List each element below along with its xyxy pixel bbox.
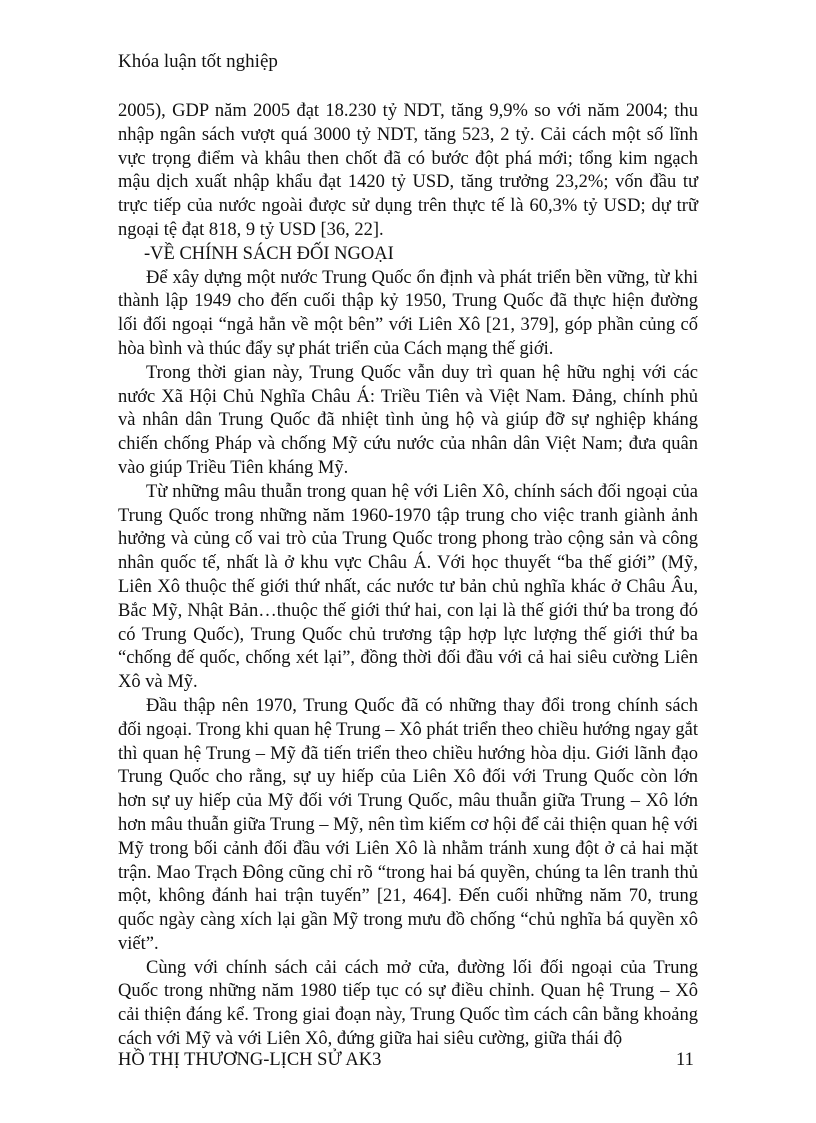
- page-number: 11: [676, 1050, 694, 1070]
- paragraph-foreign-policy-1949: Để xây dựng một nước Trung Quốc ổn định và phát triển bền vững, từ khi thành lập 1949 cho đến cuối thập kỷ 1950, Trung Quốc đã thực hiện đường lối đối ngoại “ngả hẳn về một bên” với Liên Xô [21, 379], góp phần củng cố hòa bình và thúc đẩy sự phát triển của Cách mạng thế giới.: [118, 267, 698, 359]
- section-heading-foreign-policy: -VỀ CHÍNH SÁCH ĐỐI NGOẠI: [144, 243, 394, 264]
- document-body: [118, 100, 698, 1052]
- paragraph-asian-socialist-relations: Trong thời gian này, Trung Quốc vẫn duy trì quan hệ hữu nghị với các nước Xã Hội Chủ Nghĩa Châu Á: Triều Tiên và Việt Nam. Đảng, chính phủ và nhân dân Trung Quốc đã nhiệt tình ủng hộ và giúp đỡ sự nghiệp kháng chiến chống Pháp và chống Mỹ cứu nước của nhân dân Việt Nam; đưa quân vào giúp Triều Tiên kháng Mỹ.: [118, 362, 698, 478]
- paragraph-1960-1970-policy: Từ những mâu thuẫn trong quan hệ với Liên Xô, chính sách đối ngoại của Trung Quốc trong những năm 1960-1970 tập trung cho việc tranh giành ảnh hưởng và củng cố vai trò của Trung Quốc trong phong trào cộng sản và công nhân quốc tế, nhất là ở khu vực Châu Á. Với học thuyết “ba thế giới” (Mỹ, Liên Xô thuộc thế giới thứ nhất, các nước tư bản chủ nghĩa khác ở Châu Âu, Bắc Mỹ, Nhật Bản…thuộc thế giới thứ hai, con lại là thế giới thứ ba trong đó có Trung Quốc), Trung Quốc chủ trương tập hợp lực lượng thế giới thứ ba “chống đế quốc, chống xét lại”, đồng thời đối đầu với cả hai siêu cường Liên Xô và Mỹ.: [118, 481, 698, 693]
- page-header: Khóa luận tốt nghiệp: [118, 51, 278, 72]
- paragraph-1970s-changes: Đầu thập nên 1970, Trung Quốc đã có những thay đổi trong chính sách đối ngoại. Trong khi quan hệ Trung – Xô phát triển theo chiều hướng ngay gắt thì quan hệ Trung – Mỹ đã tiến triển theo chiều hướng hòa dịu. Giới lãnh đạo Trung Quốc cho rằng, sự uy hiếp của Liên Xô đối với Trung Quốc còn lớn hơn sự uy hiếp của Mỹ đối với Trung Quốc, mâu thuẫn giữa Trung – Xô lớn hơn mâu thuẫn giữa Trung – Mỹ, nên tìm kiếm cơ hội để cải thiện quan hệ với Mỹ trong bối cảnh đối đầu với Liên Xô là nhằm tránh xung đột ở cả hai mặt trận. Mao Trạch Đông cũng chỉ rõ “trong hai bá quyền, chúng ta lên tranh thủ một, không đánh hai trận tuyến” [21, 464]. Đến cuối những năm 70, trung quốc ngày càng xích lại gần Mỹ trong mưu đồ chống “chủ nghĩa bá quyền xô viết”.: [118, 695, 698, 954]
- paragraph-gdp-continued: 2005), GDP năm 2005 đạt 18.230 tỷ NDT, tăng 9,9% so với năm 2004; thu nhập ngân sách vượt quá 3000 tỷ NDT, tăng 523, 2 tỷ. Cải cách một số lĩnh vực trọng điểm và khâu then chốt đã có bước đột phá mới; tổng kim ngạch mậu dịch xuất nhập khẩu đạt 1420 tỷ USD, tăng trưởng 23,2%; vốn đầu tư trực tiếp của nước ngoài được sử dụng trên thực tế là 60,3% tỷ USD; dự trữ ngoại tệ đạt 818, 9 tỷ USD [36, 22].: [118, 101, 698, 240]
- page-footer-author: HỒ THỊ THƯƠNG-LỊCH SỬ AK3: [118, 1050, 382, 1070]
- paragraph-1980s-adjustment: Cùng với chính sách cải cách mở cửa, đường lối đối ngoại của Trung Quốc trong những năm 1980 tiếp tục có sự điều chỉnh. Quan hệ Trung – Xô cải thiện đáng kể. Trong giai đoạn này, Trung Quốc tìm cách cân bằng khoảng cách với Mỹ và với Liên Xô, đứng giữa hai siêu cường, giữa thái độ: [118, 957, 698, 1050]
